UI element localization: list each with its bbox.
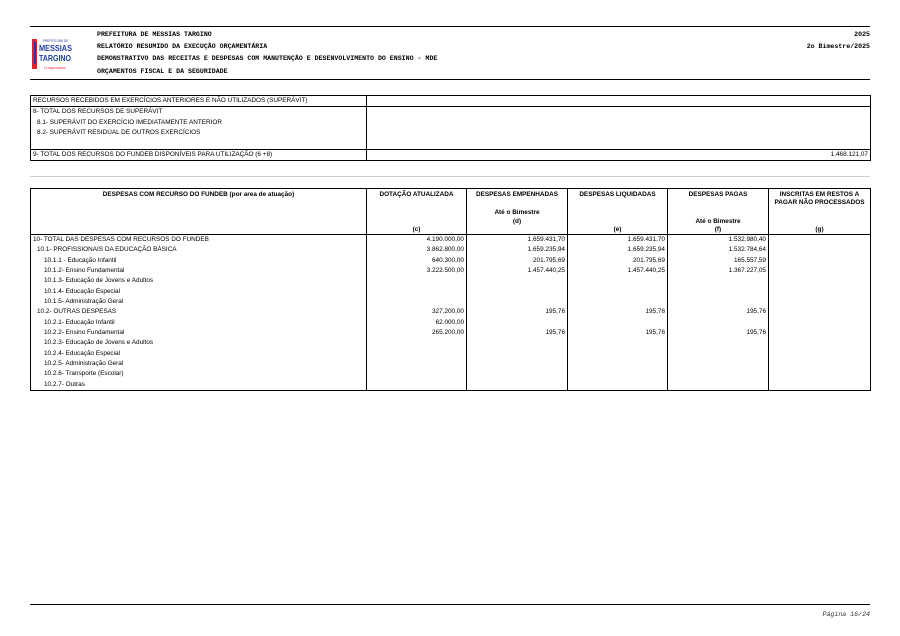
superavit-label	[31, 139, 367, 150]
col-header-empenhadas	[467, 189, 568, 235]
col-header-dotacao-label: DOTAÇÃO ATUALIZADA	[379, 191, 454, 198]
header-report: RELATÓRIO RESUMIDO DA EXECUÇÃO ORÇAMENTÁRIA	[97, 43, 268, 50]
expense-value-c: 3.222.500,00	[367, 266, 467, 276]
expense-row	[31, 318, 871, 328]
expense-row	[31, 338, 871, 348]
expense-value-e: 195,76	[568, 307, 668, 317]
page-number: Página 16/24	[822, 611, 870, 618]
expense-value-f	[668, 359, 769, 369]
footer-rule	[30, 604, 870, 605]
expense-row	[31, 307, 871, 317]
expense-value-f: 1.532.784,64	[668, 245, 769, 255]
expense-value-c: 4.190.000,00	[367, 235, 467, 246]
expense-row	[31, 245, 871, 255]
expense-value-f	[668, 380, 769, 391]
expense-value-e: 201.795,69	[568, 256, 668, 266]
expense-row	[31, 256, 871, 266]
expense-label: 10.1- PROFISSIONAIS DA EDUCAÇÃO BÁSICA	[31, 245, 367, 255]
expense-value-g	[769, 307, 871, 317]
expense-value-g	[769, 369, 871, 379]
expense-value-c	[367, 338, 467, 348]
expense-value-g	[769, 328, 871, 338]
col-header-empenhadas-label: DESPESAS EMPENHADAS	[475, 191, 559, 198]
expense-value-f: 195,76	[668, 307, 769, 317]
col-header-liquidadas-label: DESPESAS LIQUIDADAS	[579, 191, 656, 198]
col-header-empenhadas-sub: Até o Bimestre	[494, 209, 540, 216]
expense-value-g	[769, 338, 871, 348]
expense-label: 10.1.4- Educação Especial	[31, 287, 367, 297]
expense-value-g	[769, 359, 871, 369]
superavit-value	[367, 107, 871, 118]
expense-value-c	[367, 287, 467, 297]
col-header-liquidadas	[568, 189, 668, 235]
header-top-rule	[30, 26, 870, 27]
superavit-label: 8.1- SUPERÁVIT DO EXERCÍCIO IMEDIATAMENTE ANTERIOR	[31, 118, 367, 128]
logo-line2: MESSIAS	[39, 44, 73, 53]
expense-value-e	[568, 369, 668, 379]
superavit-row	[31, 128, 871, 138]
expense-value-c: 265.200,00	[367, 328, 467, 338]
expense-value-c	[367, 297, 467, 307]
expense-value-d: 201.795,69	[467, 256, 568, 266]
expense-value-c: 62.000,00	[367, 318, 467, 328]
expense-value-f	[668, 297, 769, 307]
expense-value-d	[467, 318, 568, 328]
col-header-area	[31, 189, 367, 235]
expense-label: 10.2.7- Outras	[31, 380, 367, 391]
expense-value-g	[769, 245, 871, 255]
superavit-value	[367, 118, 871, 128]
expense-row	[31, 276, 871, 286]
expense-value-c	[367, 369, 467, 379]
expense-value-d: 195,76	[467, 328, 568, 338]
col-header-empenhadas-code: (d)	[512, 218, 522, 225]
expense-value-g	[769, 380, 871, 391]
expense-label: 10.2.1- Educação Infantil	[31, 318, 367, 328]
logo-line1: PREFEITURA DE	[43, 39, 69, 43]
expense-value-d	[467, 276, 568, 286]
expense-value-g	[769, 297, 871, 307]
expense-value-e	[568, 287, 668, 297]
expense-label: 10.2.4- Educação Especial	[31, 349, 367, 359]
expense-label: 10.2.6- Transporte (Escolar)	[31, 369, 367, 379]
superavit-label: 9- TOTAL DOS RECURSOS DO FUNDEB DISPONÍVEIS PARA UTILIZAÇÃO (6 +8)	[31, 150, 367, 161]
header-entity: PREFEITURA DE MESSIAS TARGINO	[97, 31, 212, 38]
expense-value-f	[668, 318, 769, 328]
expense-value-g	[769, 349, 871, 359]
expense-value-e	[568, 297, 668, 307]
expense-value-c: 327.200,00	[367, 307, 467, 317]
superavit-label: 8- TOTAL DOS RECURSOS DE SUPERÁVIT	[31, 107, 367, 118]
expense-value-e: 1.457.440,25	[568, 266, 668, 276]
expense-row	[31, 328, 871, 338]
logo-line3: TARGINO	[39, 54, 71, 63]
col-header-dotacao-code: (c)	[412, 225, 421, 233]
expense-value-e	[568, 380, 668, 391]
expense-value-f	[668, 287, 769, 297]
superavit-table	[30, 95, 871, 161]
expense-value-c	[367, 380, 467, 391]
superavit-row	[31, 139, 871, 150]
expense-value-e	[568, 338, 668, 348]
expense-row	[31, 266, 871, 276]
header-scope: ORÇAMENTOS FISCAL E DA SEGURIDADE	[97, 68, 228, 75]
expense-label: 10.1.3- Educação de Jovens e Adultos	[31, 276, 367, 286]
superavit-row	[31, 150, 871, 161]
expense-value-d: 1.659.431,70	[467, 235, 568, 246]
expense-value-d	[467, 297, 568, 307]
expense-value-d: 1.457.440,25	[467, 266, 568, 276]
expense-value-e: 1.659.235,94	[568, 245, 668, 255]
expense-value-f: 195,76	[668, 328, 769, 338]
expense-value-d	[467, 349, 568, 359]
superavit-label: RECURSOS RECEBIDOS EM EXERCÍCIOS ANTERIORES E NÃO UTILIZADOS (SUPERÁVIT)	[31, 96, 367, 107]
expense-value-c	[367, 359, 467, 369]
expense-value-f: 165.557,59	[668, 256, 769, 266]
expense-row	[31, 235, 871, 246]
expense-row	[31, 369, 871, 379]
expense-value-d	[467, 338, 568, 348]
expense-value-e: 1.659.431,70	[568, 235, 668, 246]
expense-value-d	[467, 359, 568, 369]
expense-value-e	[568, 359, 668, 369]
expense-value-g	[769, 318, 871, 328]
expense-value-c	[367, 349, 467, 359]
expense-value-f: 1.532.980,40	[668, 235, 769, 246]
col-header-pagas-label: DESPESAS PAGAS	[688, 191, 748, 198]
expense-label: 10.2.3- Educação de Jovens e Adultos	[31, 338, 367, 348]
expense-value-d: 195,76	[467, 307, 568, 317]
header-bottom-rule	[30, 79, 870, 80]
expense-value-f	[668, 276, 769, 286]
superavit-value: 1.468.121,07	[367, 150, 871, 161]
expense-value-e	[568, 349, 668, 359]
expense-row	[31, 380, 871, 391]
expense-value-d	[467, 380, 568, 391]
expense-value-g	[769, 276, 871, 286]
header-statement: DEMONSTRATIVO DAS RECEITAS E DESPESAS COM MANUTENÇÃO E DESENVOLVIMENTO DO ENSINO - MDE	[97, 55, 438, 62]
expense-value-e	[568, 318, 668, 328]
expense-label: 10- TOTAL DAS DESPESAS COM RECURSOS DO FUNDEB	[31, 235, 367, 246]
expense-label: 10.1.1 - Educação Infantil	[31, 256, 367, 266]
expense-label: 10.1.5- Administração Geral	[31, 297, 367, 307]
col-header-dotacao	[367, 189, 467, 235]
expense-value-f	[668, 369, 769, 379]
superavit-value	[367, 96, 871, 107]
expense-value-f	[668, 338, 769, 348]
expense-value-d: 1.659.235,94	[467, 245, 568, 255]
expense-value-e	[568, 276, 668, 286]
col-header-restos-code: (g)	[815, 225, 824, 233]
col-header-pagas-code: (f)	[714, 225, 722, 233]
expense-value-d	[467, 287, 568, 297]
superavit-value	[367, 128, 871, 138]
expense-value-g	[769, 287, 871, 297]
header-year: 2025	[854, 31, 870, 38]
expense-value-c	[367, 276, 467, 286]
col-header-area-label: DESPESAS COM RECURSO DO FUNDEB (por area de atuação)	[102, 191, 295, 198]
expense-value-g	[769, 235, 871, 246]
expense-value-e: 195,76	[568, 328, 668, 338]
expense-value-f: 1.367.227,05	[668, 266, 769, 276]
fundeb-expenses-table	[30, 188, 871, 391]
superavit-row	[31, 107, 871, 118]
municipal-logo	[30, 36, 74, 72]
expense-row	[31, 349, 871, 359]
col-header-pagas-sub: Até o Bimestre	[695, 218, 741, 225]
expense-label: 10.1.2- Ensino Fundamental	[31, 266, 367, 276]
expense-row	[31, 287, 871, 297]
expense-value-c: 3.862.800,00	[367, 245, 467, 255]
expense-value-d	[467, 369, 568, 379]
superavit-row	[31, 118, 871, 128]
expense-value-g	[769, 266, 871, 276]
logo-tagline: Compromisso	[44, 65, 67, 70]
col-header-restos	[769, 189, 871, 235]
expense-label: 10.2.5- Administração Geral	[31, 359, 367, 369]
expense-value-g	[769, 256, 871, 266]
expense-value-f	[668, 349, 769, 359]
expense-value-c: 640.300,00	[367, 256, 467, 266]
superavit-label: 8.2- SUPERÁVIT RESIDUAL DE OUTROS EXERCÍCIOS	[31, 128, 367, 138]
col-header-restos-label: INSCRITAS EM RESTOS A PAGAR NÃO PROCESSADOS	[774, 191, 865, 207]
superavit-row	[31, 96, 871, 107]
header-period: 2o Bimestre/2025	[806, 43, 870, 50]
section-divider	[30, 176, 870, 177]
superavit-value	[367, 139, 871, 150]
col-header-pagas	[668, 189, 769, 235]
col-header-liquidadas-code: (e)	[613, 225, 622, 233]
expense-label: 10.2.2- Ensino Fundamental	[31, 328, 367, 338]
expense-label: 10.2- OUTRAS DESPESAS	[31, 307, 367, 317]
expense-row	[31, 297, 871, 307]
expense-row	[31, 359, 871, 369]
